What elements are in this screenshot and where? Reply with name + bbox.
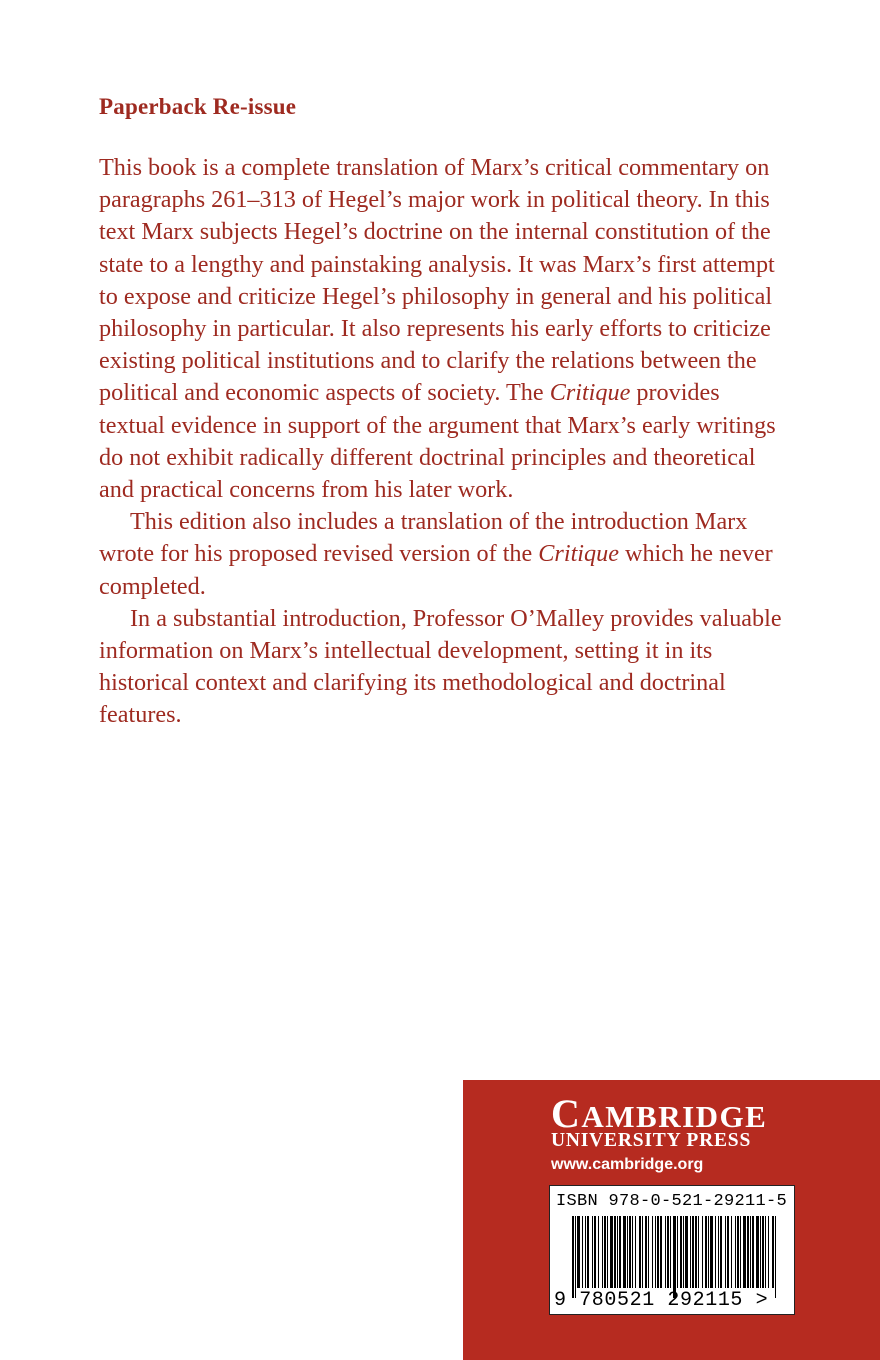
barcode-bar: [635, 1216, 636, 1288]
barcode-bar: [683, 1216, 684, 1288]
barcode-bar: [639, 1216, 641, 1288]
barcode-bar: [592, 1216, 593, 1288]
blurb-text: [99, 152, 784, 732]
barcode-bar: [582, 1216, 583, 1288]
barcode-bar: [715, 1216, 716, 1288]
barcode-bar: [648, 1216, 649, 1288]
barcode-bar: [708, 1216, 709, 1288]
barcode-bar: [768, 1216, 769, 1288]
barcode-bar: [680, 1216, 682, 1288]
publisher-subtitle: UNIVERSITY PRESS: [551, 1130, 752, 1151]
barcode-bar: [750, 1216, 751, 1288]
barcode-bar: [632, 1216, 633, 1288]
barcode-bar: [743, 1216, 746, 1288]
barcode-bar: [737, 1216, 739, 1288]
barcode-bar: [657, 1216, 659, 1288]
barcode-bar: [720, 1216, 722, 1288]
barcode-bar: [772, 1216, 774, 1288]
barcode-bar: [667, 1216, 669, 1288]
barcode-bar: [727, 1216, 729, 1288]
barcode-digits: 9 780521 292115 >: [554, 1289, 769, 1312]
barcode-bar: [740, 1216, 741, 1288]
barcode-bar: [692, 1216, 694, 1288]
barcode-bar: [629, 1216, 631, 1288]
barcode-bar: [685, 1216, 688, 1288]
paragraph-1: This book is a complete translation of Marx’s critical commentary on paragraphs 261–313 of Hegel’s major work in political theory. In this text Marx subjects Hegel’s doctrine on the internal constitution of the state to a lengthy and painstaking analysis. It was Marx’s first attempt to expose and criticize Hegel’s philosophy in general and his political philosophy in particular. It also represents his early efforts to criticize existing political institutions and to clarify the relations between the political and economic aspects of society. The Critique provides textual evidence in support of the argument that Marx’s early writings do not exhibit radically different doctrinal principles and theoretical and practical concerns from his later work.: [99, 154, 776, 504]
barcode-bar: [617, 1216, 618, 1288]
barcode-bar: [587, 1216, 589, 1288]
barcode-bar: [705, 1216, 707, 1288]
barcode-bar: [655, 1216, 656, 1288]
barcode-bar: [747, 1216, 749, 1288]
paragraph-3: In a substantial introduction, Professor O’Malley provides valuable information on Marx’s intellectual development, setting it in its historical context and clarifying its methodological and doctrinal features.: [99, 604, 782, 729]
barcode-bar: [710, 1216, 713, 1288]
barcode-bar: [698, 1216, 699, 1288]
barcode-bar: [598, 1216, 599, 1288]
barcode-bar: [690, 1216, 691, 1288]
barcode-bar: [670, 1216, 671, 1288]
publisher-block: [463, 1080, 880, 1360]
barcode-bar: [572, 1216, 574, 1298]
barcode-bar: [702, 1216, 703, 1288]
barcode-bar: [718, 1216, 719, 1288]
paragraph-2: This edition also includes a translation of the introduction Marx wrote for his proposed revised version of the Critique which he never completed.: [99, 508, 773, 600]
barcode-bar: [607, 1216, 608, 1288]
barcode-bar: [665, 1216, 666, 1288]
barcode-bar: [642, 1216, 643, 1288]
barcode-bar: [585, 1216, 586, 1288]
barcode-bar: [610, 1216, 613, 1288]
publisher-name: CAMBRIDGE: [551, 1091, 768, 1136]
barcode-bar: [775, 1216, 776, 1298]
barcode-bar: [762, 1216, 764, 1288]
barcode-bar: [577, 1216, 580, 1288]
publisher-url: www.cambridge.org: [551, 1156, 704, 1173]
barcode-bar: [735, 1216, 736, 1288]
barcode-bar: [725, 1216, 726, 1288]
barcode-bar: [602, 1216, 603, 1288]
barcode-bar: [623, 1216, 626, 1288]
barcode-bar: [677, 1216, 678, 1288]
barcode-bar: [645, 1216, 647, 1288]
barcode-bar: [673, 1216, 676, 1298]
barcode-bar: [619, 1216, 621, 1288]
barcode-bar: [756, 1216, 759, 1288]
isbn-label: ISBN 978-0-521-29211-5: [556, 1192, 788, 1211]
barcode-bar: [760, 1216, 761, 1288]
barcode-bar: [695, 1216, 697, 1288]
barcode-bar: [752, 1216, 754, 1288]
barcode-bar: [604, 1216, 606, 1288]
barcode-bar: [731, 1216, 732, 1288]
barcode-box: [549, 1185, 795, 1315]
barcode-bar: [765, 1216, 766, 1288]
barcode-bar: [652, 1216, 653, 1288]
section-heading: Paperback Re-issue: [99, 94, 297, 119]
barcode-bar: [575, 1216, 576, 1298]
barcode-bar: [594, 1216, 596, 1288]
barcode-bar: [660, 1216, 662, 1288]
barcode-bar: [614, 1216, 616, 1288]
barcode-bar: [627, 1216, 628, 1288]
